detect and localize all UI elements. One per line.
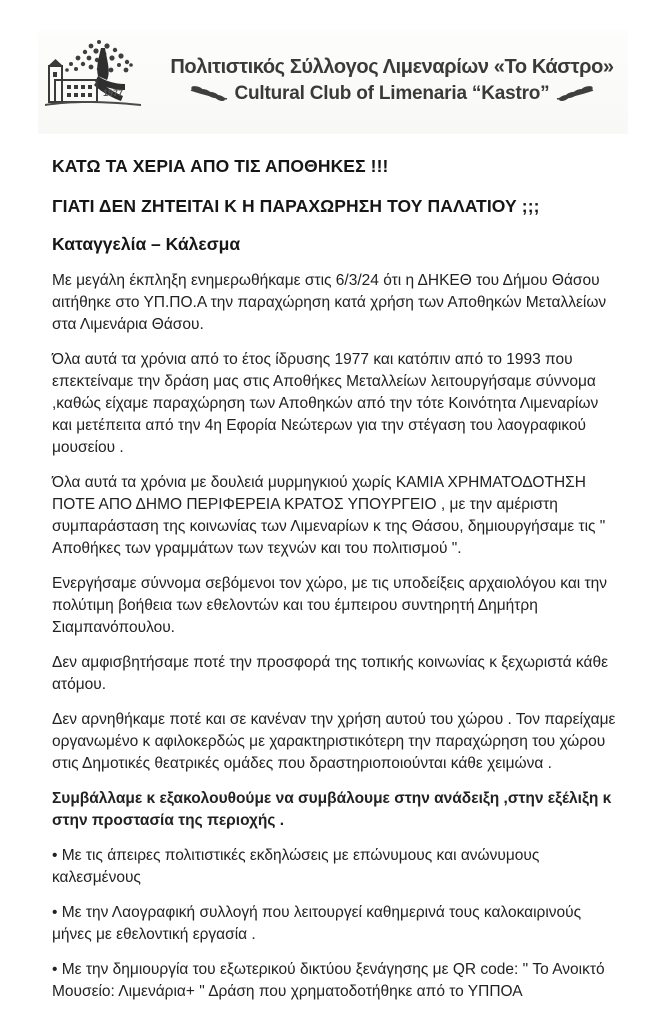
bullet-folklore-collection: • Με την Λαογραφική συλλογή που λειτουργεί καθημερινά τους καλοκαιρινούς μήνες με εθελοντική εργασία . (52, 904, 582, 943)
club-letterhead (38, 30, 628, 134)
section-title-complaint-call: Καταγγελία – Κάλεσμα (52, 234, 241, 254)
paragraph-announcement: Με μεγάλη έκπληξη ενημερωθήκαμε στις 6/3/24 ότι η ΔΗΚΕΘ του Δήμου Θάσου αιτήθηκε στο ΥΠ.ΠΟ.Α την παραχώρηση κατά χρήση των Αποθηκών Μεταλλείων στα Λιμενάρια Θάσου. (52, 272, 607, 333)
paragraph-history: Όλα αυτά τα χρόνια από το έτος ίδρυσης 1977 και κατόπιν από το 1993 που επεκτείναμε την δράση μας στις Αποθήκες Μεταλλείων λειτουργήσαμε σύννομα ,καθώς είχαμε παραχώρηση των Αποθηκών από την τότε Κοινότητα Λιμεναρίων και μετέπειτα από την 4η Εφορία Νεώτερων για την στέγαση του λαογραφικού μουσείου . (52, 351, 599, 456)
headline-palace-concession: ΓΙΑΤΙ ΔΕΝ ΖΗΤΕΙΤΑΙ Κ Η ΠΑΡΑΧΩΡΗΣΗ ΤΟΥ ΠΑΛΑΤΙΟΥ ;;; (52, 196, 540, 216)
document-body (52, 270, 616, 1003)
olive-branch-right-icon (555, 84, 595, 104)
paragraph-emphasis-contribution: Συμβάλλαμε κ εξακολουθούμε να συμβάλουμε στην ανάδειξη ,στην εξέλιξη κ στην προστασία της περιοχής . (52, 790, 612, 829)
headline-hands-off-warehouses: ΚΑΤΩ ΤΑ ΧΕΡΙΑ ΑΠΟ ΤΙΣ ΑΠΟΘΗΚΕΣ !!! (52, 156, 389, 176)
logo-year-label: 1977 (103, 88, 124, 98)
paragraph-no-funding: Όλα αυτά τα χρόνια με δουλειά μυρμηγκιού χωρίς ΚΑΜΙΑ ΧΡΗΜΑΤΟΔΟΤΗΣΗ ΠΟΤΕ ΑΠΟ ΔΗΜΟ ΠΕΡΙΦΕΡΕΙΑ ΚΡΑΤΟΣ ΥΠΟΥΡΓΕΙΟ , με την αμέριστη συμπαράσταση της κοινωνίας των Λιμεναρίων κ της Θάσου, δημιουργήσαμε τις " Αποθήκες των γραμμάτων των τεχνών και του πολιτισμού ". (52, 474, 606, 557)
club-title-greek: Πολιτιστικός Σύλλογος Λιμεναρίων «Το Κάστρο» (170, 55, 614, 78)
club-logo (38, 34, 150, 126)
bullet-qr-open-museum: • Με την δημιουργία του εξωτερικού δικτύου ξενάγησης με QR code: " Το Ανοικτό Μουσείο: Λιμενάρια+ " Δράση που χρηματοδοτήθηκε από το ΥΠΠΟΑ (52, 961, 605, 1000)
bullet-cultural-events: • Με τις άπειρες πολιτιστικές εκδηλώσεις με επώνυμους και ανώνυμους καλεσμένους (52, 847, 540, 886)
castle-tree-logo-icon (41, 34, 147, 126)
paragraph-lawful-action: Ενεργήσαμε σύννομα σεβόμενοι τον χώρο, με τις υποδείξεις αρχαιολόγου και την πολύτιμη βοήθεια των εθελοντών και του έμπειρου συντηρητή Δημήτρη Σιαμπανόπουλου. (52, 575, 608, 636)
club-titles (156, 56, 628, 105)
olive-branch-left-icon (189, 84, 229, 104)
club-title-english: Cultural Club of Limenaria “Kastro” (234, 82, 550, 104)
paragraph-community-offer: Δεν αμφισβητήσαμε ποτέ την προσφορά της τοπικής κοινωνίας κ ξεχωριστά κάθε ατόμου. (52, 654, 608, 693)
paragraph-never-refused: Δεν αρνηθήκαμε ποτέ και σε κανέναν την χρήση αυτού του χώρου . Τον παρείχαμε οργανωμένο κ αφιλοκερδώς με χαρακτηριστικότερη την παραχώρηση του χώρου στις Δημοτικές θεατρικές ομάδες που δραστηριοποιούνται κάθε χειμώνα . (52, 711, 616, 772)
